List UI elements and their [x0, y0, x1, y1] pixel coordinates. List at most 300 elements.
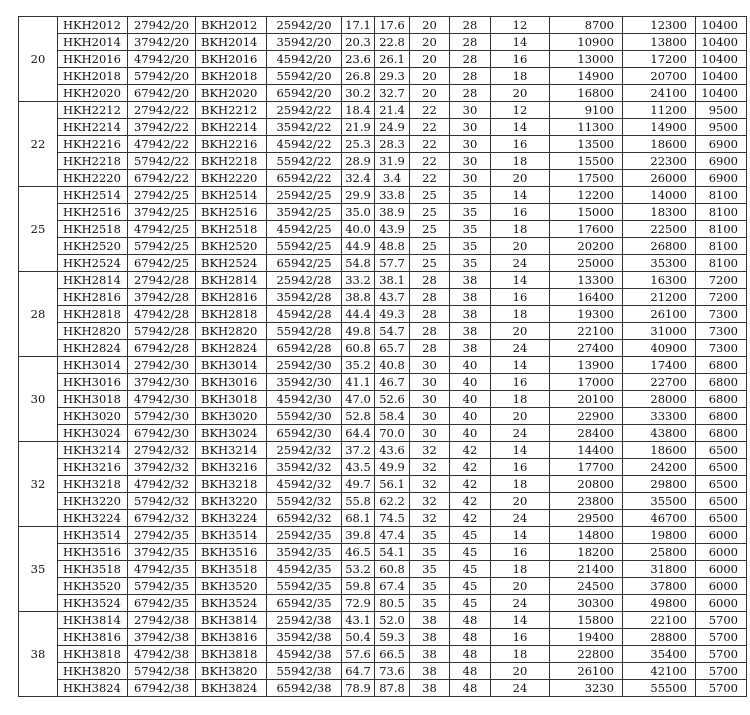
speed-cell: 6900: [696, 136, 747, 153]
weight-b-cell: 24.9: [375, 119, 410, 136]
bearing-a-cell: 57942/22: [128, 153, 196, 170]
load-c-cell: 16800: [550, 85, 623, 102]
bearing-b-cell: 25942/32: [267, 442, 342, 459]
dim-d2-cell: 48: [450, 680, 491, 697]
load-c-cell: 24500: [550, 578, 623, 595]
load-c0-cell: 29800: [623, 476, 696, 493]
bkh-model-cell: BKH2816: [196, 289, 267, 306]
bkh-model-cell: BKH2818: [196, 306, 267, 323]
load-c0-cell: 33300: [623, 408, 696, 425]
bearing-a-cell: 67942/28: [128, 340, 196, 357]
length-cell: 12: [491, 102, 550, 119]
dim-d2-cell: 40: [450, 374, 491, 391]
load-c0-cell: 18600: [623, 136, 696, 153]
speed-cell: 10400: [696, 51, 747, 68]
weight-a-cell: 33.2: [342, 272, 375, 289]
weight-b-cell: 62.2: [375, 493, 410, 510]
speed-cell: 6000: [696, 544, 747, 561]
hkh-model-cell: HKH2824: [58, 340, 128, 357]
load-c-cell: 19400: [550, 629, 623, 646]
speed-cell: 6500: [696, 493, 747, 510]
weight-b-cell: 49.3: [375, 306, 410, 323]
dim-d2-cell: 40: [450, 408, 491, 425]
load-c-cell: 17700: [550, 459, 623, 476]
bearing-b-cell: 35942/25: [267, 204, 342, 221]
bearing-a-cell: 67942/32: [128, 510, 196, 527]
bearing-a-cell: 57942/30: [128, 408, 196, 425]
dim-d2-cell: 48: [450, 629, 491, 646]
bkh-model-cell: BKH2214: [196, 119, 267, 136]
speed-cell: 6900: [696, 170, 747, 187]
table-row: [19, 119, 747, 136]
weight-a-cell: 25.3: [342, 136, 375, 153]
bearing-b-cell: 55942/28: [267, 323, 342, 340]
bearing-b-cell: 65942/30: [267, 425, 342, 442]
speed-cell: 7200: [696, 272, 747, 289]
bearing-b-cell: 45942/28: [267, 306, 342, 323]
load-c-cell: 13300: [550, 272, 623, 289]
load-c-cell: 15800: [550, 612, 623, 629]
bearing-b-cell: 25942/20: [267, 17, 342, 34]
bearing-b-cell: 25942/30: [267, 357, 342, 374]
hkh-model-cell: HKH3220: [58, 493, 128, 510]
dim-d2-cell: 48: [450, 663, 491, 680]
bkh-model-cell: BKH3020: [196, 408, 267, 425]
bearing-a-cell: 47942/22: [128, 136, 196, 153]
length-cell: 14: [491, 34, 550, 51]
weight-b-cell: 48.8: [375, 238, 410, 255]
length-cell: 20: [491, 408, 550, 425]
weight-a-cell: 64.4: [342, 425, 375, 442]
bkh-model-cell: BKH3816: [196, 629, 267, 646]
weight-b-cell: 49.9: [375, 459, 410, 476]
weight-a-cell: 30.2: [342, 85, 375, 102]
bearing-a-cell: 27942/32: [128, 442, 196, 459]
speed-cell: 8100: [696, 221, 747, 238]
bkh-model-cell: BKH2520: [196, 238, 267, 255]
hkh-model-cell: HKH3814: [58, 612, 128, 629]
bkh-model-cell: BKH3218: [196, 476, 267, 493]
table-row: [19, 204, 747, 221]
weight-a-cell: 29.9: [342, 187, 375, 204]
dim-d-cell: 28: [410, 340, 450, 357]
bearing-b-cell: 35942/38: [267, 629, 342, 646]
speed-cell: 7300: [696, 323, 747, 340]
bearing-a-cell: 37942/28: [128, 289, 196, 306]
bkh-model-cell: BKH2020: [196, 85, 267, 102]
load-c-cell: 14900: [550, 68, 623, 85]
group-label-cell: 38: [19, 612, 58, 697]
bearing-b-cell: 45942/38: [267, 646, 342, 663]
load-c-cell: 12200: [550, 187, 623, 204]
bearing-b-cell: 25942/38: [267, 612, 342, 629]
weight-a-cell: 20.3: [342, 34, 375, 51]
load-c-cell: 27400: [550, 340, 623, 357]
load-c0-cell: 13800: [623, 34, 696, 51]
dim-d-cell: 22: [410, 136, 450, 153]
load-c0-cell: 24100: [623, 85, 696, 102]
hkh-model-cell: HKH2220: [58, 170, 128, 187]
length-cell: 14: [491, 357, 550, 374]
weight-b-cell: 43.9: [375, 221, 410, 238]
weight-a-cell: 55.8: [342, 493, 375, 510]
load-c-cell: 16400: [550, 289, 623, 306]
length-cell: 24: [491, 595, 550, 612]
bearing-a-cell: 67942/22: [128, 170, 196, 187]
dim-d-cell: 30: [410, 391, 450, 408]
dim-d2-cell: 45: [450, 595, 491, 612]
dim-d2-cell: 42: [450, 442, 491, 459]
bearing-b-cell: 35942/22: [267, 119, 342, 136]
table-row: [19, 34, 747, 51]
dim-d-cell: 22: [410, 170, 450, 187]
speed-cell: 6900: [696, 153, 747, 170]
load-c-cell: 14400: [550, 442, 623, 459]
length-cell: 14: [491, 272, 550, 289]
dim-d2-cell: 38: [450, 323, 491, 340]
bearing-b-cell: 65942/28: [267, 340, 342, 357]
weight-b-cell: 43.6: [375, 442, 410, 459]
table-row: [19, 170, 747, 187]
hkh-model-cell: HKH3014: [58, 357, 128, 374]
table-row: [19, 663, 747, 680]
load-c0-cell: 31000: [623, 323, 696, 340]
bearing-b-cell: 55942/20: [267, 68, 342, 85]
bearing-b-cell: 25942/28: [267, 272, 342, 289]
load-c0-cell: 17200: [623, 51, 696, 68]
load-c0-cell: 22700: [623, 374, 696, 391]
weight-b-cell: 28.3: [375, 136, 410, 153]
table-row: [19, 408, 747, 425]
weight-a-cell: 68.1: [342, 510, 375, 527]
speed-cell: 9500: [696, 102, 747, 119]
speed-cell: 10400: [696, 85, 747, 102]
table-body: [19, 17, 747, 697]
weight-a-cell: 52.8: [342, 408, 375, 425]
bkh-model-cell: BKH3818: [196, 646, 267, 663]
weight-b-cell: 54.1: [375, 544, 410, 561]
bearing-a-cell: 37942/25: [128, 204, 196, 221]
load-c-cell: 19300: [550, 306, 623, 323]
load-c0-cell: 35400: [623, 646, 696, 663]
table-row: [19, 85, 747, 102]
dim-d2-cell: 28: [450, 17, 491, 34]
weight-a-cell: 49.8: [342, 323, 375, 340]
speed-cell: 6000: [696, 578, 747, 595]
dim-d-cell: 35: [410, 561, 450, 578]
load-c-cell: 13000: [550, 51, 623, 68]
bearing-a-cell: 57942/20: [128, 68, 196, 85]
dim-d2-cell: 35: [450, 221, 491, 238]
speed-cell: 7300: [696, 306, 747, 323]
weight-b-cell: 22.8: [375, 34, 410, 51]
table-row: [19, 187, 747, 204]
weight-a-cell: 64.7: [342, 663, 375, 680]
load-c-cell: 17500: [550, 170, 623, 187]
dim-d2-cell: 45: [450, 527, 491, 544]
bearing-a-cell: 37942/30: [128, 374, 196, 391]
hkh-model-cell: HKH3016: [58, 374, 128, 391]
weight-b-cell: 52.0: [375, 612, 410, 629]
table-row: [19, 238, 747, 255]
hkh-model-cell: HKH2516: [58, 204, 128, 221]
dim-d2-cell: 35: [450, 204, 491, 221]
table-row: [19, 323, 747, 340]
table-row: [19, 391, 747, 408]
table-row: [19, 136, 747, 153]
dim-d-cell: 28: [410, 289, 450, 306]
bearing-a-cell: 27942/35: [128, 527, 196, 544]
group-label-cell: 20: [19, 17, 58, 102]
length-cell: 18: [491, 221, 550, 238]
table-row: [19, 289, 747, 306]
bearing-b-cell: 55942/30: [267, 408, 342, 425]
speed-cell: 6800: [696, 408, 747, 425]
bearing-a-cell: 47942/32: [128, 476, 196, 493]
hkh-model-cell: HKH3524: [58, 595, 128, 612]
table-row: [19, 102, 747, 119]
dim-d-cell: 22: [410, 102, 450, 119]
dim-d-cell: 32: [410, 510, 450, 527]
bkh-model-cell: BKH2824: [196, 340, 267, 357]
load-c0-cell: 22500: [623, 221, 696, 238]
weight-a-cell: 72.9: [342, 595, 375, 612]
dim-d2-cell: 40: [450, 425, 491, 442]
group-label-cell: 35: [19, 527, 58, 612]
length-cell: 14: [491, 612, 550, 629]
load-c0-cell: 21200: [623, 289, 696, 306]
dim-d2-cell: 45: [450, 544, 491, 561]
hkh-model-cell: HKH2524: [58, 255, 128, 272]
bearing-a-cell: 67942/30: [128, 425, 196, 442]
load-c-cell: 17000: [550, 374, 623, 391]
bearing-a-cell: 57942/38: [128, 663, 196, 680]
weight-a-cell: 43.5: [342, 459, 375, 476]
load-c0-cell: 43800: [623, 425, 696, 442]
bkh-model-cell: BKH3220: [196, 493, 267, 510]
dim-d-cell: 28: [410, 306, 450, 323]
table-row: [19, 459, 747, 476]
length-cell: 18: [491, 646, 550, 663]
speed-cell: 9500: [696, 119, 747, 136]
weight-a-cell: 41.1: [342, 374, 375, 391]
speed-cell: 6800: [696, 357, 747, 374]
load-c0-cell: 12300: [623, 17, 696, 34]
speed-cell: 8100: [696, 187, 747, 204]
weight-a-cell: 21.9: [342, 119, 375, 136]
hkh-model-cell: HKH2014: [58, 34, 128, 51]
dim-d2-cell: 35: [450, 238, 491, 255]
weight-b-cell: 31.9: [375, 153, 410, 170]
length-cell: 20: [491, 238, 550, 255]
hkh-model-cell: HKH2820: [58, 323, 128, 340]
bkh-model-cell: BKH2216: [196, 136, 267, 153]
dim-d-cell: 38: [410, 680, 450, 697]
weight-a-cell: 78.9: [342, 680, 375, 697]
length-cell: 14: [491, 119, 550, 136]
dim-d2-cell: 48: [450, 612, 491, 629]
dim-d2-cell: 42: [450, 459, 491, 476]
dim-d-cell: 25: [410, 187, 450, 204]
table-row: [19, 340, 747, 357]
dim-d2-cell: 38: [450, 340, 491, 357]
hkh-model-cell: HKH3020: [58, 408, 128, 425]
bearing-b-cell: 65942/32: [267, 510, 342, 527]
dim-d-cell: 35: [410, 527, 450, 544]
dim-d-cell: 20: [410, 17, 450, 34]
bearing-a-cell: 27942/22: [128, 102, 196, 119]
hkh-model-cell: HKH2518: [58, 221, 128, 238]
weight-a-cell: 50.4: [342, 629, 375, 646]
dim-d-cell: 35: [410, 578, 450, 595]
hkh-model-cell: HKH2520: [58, 238, 128, 255]
weight-b-cell: 32.7: [375, 85, 410, 102]
length-cell: 20: [491, 170, 550, 187]
load-c-cell: 8700: [550, 17, 623, 34]
length-cell: 24: [491, 680, 550, 697]
dim-d-cell: 28: [410, 272, 450, 289]
bearing-a-cell: 67942/38: [128, 680, 196, 697]
dim-d-cell: 38: [410, 629, 450, 646]
length-cell: 24: [491, 510, 550, 527]
dim-d-cell: 30: [410, 357, 450, 374]
group-label-cell: 25: [19, 187, 58, 272]
dim-d-cell: 32: [410, 476, 450, 493]
load-c0-cell: 40900: [623, 340, 696, 357]
speed-cell: 6800: [696, 391, 747, 408]
speed-cell: 5700: [696, 612, 747, 629]
bearing-a-cell: 47942/28: [128, 306, 196, 323]
table-row: [19, 527, 747, 544]
load-c-cell: 23800: [550, 493, 623, 510]
load-c0-cell: 31800: [623, 561, 696, 578]
hkh-model-cell: HKH2214: [58, 119, 128, 136]
table-row: [19, 510, 747, 527]
bkh-model-cell: BKH3224: [196, 510, 267, 527]
weight-a-cell: 26.8: [342, 68, 375, 85]
hkh-model-cell: HKH2016: [58, 51, 128, 68]
weight-a-cell: 57.6: [342, 646, 375, 663]
load-c-cell: 20800: [550, 476, 623, 493]
speed-cell: 6500: [696, 476, 747, 493]
load-c-cell: 22900: [550, 408, 623, 425]
bearing-b-cell: 55942/25: [267, 238, 342, 255]
dim-d2-cell: 48: [450, 646, 491, 663]
length-cell: 20: [491, 578, 550, 595]
hkh-model-cell: HKH2212: [58, 102, 128, 119]
load-c0-cell: 20700: [623, 68, 696, 85]
bkh-model-cell: BKH3820: [196, 663, 267, 680]
dim-d-cell: 35: [410, 595, 450, 612]
dim-d2-cell: 28: [450, 34, 491, 51]
length-cell: 18: [491, 476, 550, 493]
speed-cell: 7300: [696, 340, 747, 357]
weight-a-cell: 46.5: [342, 544, 375, 561]
bkh-model-cell: BKH2514: [196, 187, 267, 204]
dim-d-cell: 25: [410, 204, 450, 221]
dim-d-cell: 30: [410, 408, 450, 425]
hkh-model-cell: HKH3514: [58, 527, 128, 544]
weight-b-cell: 46.7: [375, 374, 410, 391]
weight-b-cell: 80.5: [375, 595, 410, 612]
bkh-model-cell: BKH2516: [196, 204, 267, 221]
dim-d2-cell: 42: [450, 493, 491, 510]
weight-b-cell: 29.3: [375, 68, 410, 85]
weight-b-cell: 33.8: [375, 187, 410, 204]
load-c0-cell: 24200: [623, 459, 696, 476]
load-c0-cell: 49800: [623, 595, 696, 612]
bearing-b-cell: 45942/32: [267, 476, 342, 493]
weight-a-cell: 44.9: [342, 238, 375, 255]
bearing-b-cell: 35942/32: [267, 459, 342, 476]
load-c0-cell: 35300: [623, 255, 696, 272]
bkh-model-cell: BKH3518: [196, 561, 267, 578]
load-c-cell: 18200: [550, 544, 623, 561]
weight-a-cell: 43.1: [342, 612, 375, 629]
table-row: [19, 612, 747, 629]
bearing-a-cell: 47942/30: [128, 391, 196, 408]
dim-d2-cell: 28: [450, 51, 491, 68]
length-cell: 16: [491, 136, 550, 153]
bkh-model-cell: BKH3214: [196, 442, 267, 459]
load-c-cell: 22100: [550, 323, 623, 340]
bearing-spec-table: [18, 16, 747, 697]
speed-cell: 10400: [696, 34, 747, 51]
bkh-model-cell: BKH3016: [196, 374, 267, 391]
weight-b-cell: 58.4: [375, 408, 410, 425]
table-row: [19, 255, 747, 272]
weight-a-cell: 37.2: [342, 442, 375, 459]
speed-cell: 6800: [696, 374, 747, 391]
speed-cell: 6800: [696, 425, 747, 442]
weight-a-cell: 23.6: [342, 51, 375, 68]
hkh-model-cell: HKH2814: [58, 272, 128, 289]
weight-b-cell: 65.7: [375, 340, 410, 357]
length-cell: 18: [491, 391, 550, 408]
bearing-b-cell: 65942/35: [267, 595, 342, 612]
dim-d-cell: 20: [410, 68, 450, 85]
hkh-model-cell: HKH2816: [58, 289, 128, 306]
bearing-a-cell: 37942/22: [128, 119, 196, 136]
length-cell: 20: [491, 663, 550, 680]
load-c0-cell: 22100: [623, 612, 696, 629]
load-c-cell: 26100: [550, 663, 623, 680]
load-c0-cell: 46700: [623, 510, 696, 527]
table-row: [19, 680, 747, 697]
bearing-b-cell: 25942/25: [267, 187, 342, 204]
bearing-b-cell: 45942/20: [267, 51, 342, 68]
table-row: [19, 544, 747, 561]
hkh-model-cell: HKH3018: [58, 391, 128, 408]
bearing-a-cell: 57942/25: [128, 238, 196, 255]
bearing-a-cell: 37942/32: [128, 459, 196, 476]
speed-cell: 6000: [696, 527, 747, 544]
load-c-cell: 28400: [550, 425, 623, 442]
hkh-model-cell: HKH2218: [58, 153, 128, 170]
load-c0-cell: 26100: [623, 306, 696, 323]
load-c-cell: 17600: [550, 221, 623, 238]
load-c-cell: 15500: [550, 153, 623, 170]
hkh-model-cell: HKH3816: [58, 629, 128, 646]
dim-d2-cell: 42: [450, 476, 491, 493]
length-cell: 18: [491, 153, 550, 170]
dim-d-cell: 32: [410, 442, 450, 459]
weight-a-cell: 60.8: [342, 340, 375, 357]
speed-cell: 10400: [696, 17, 747, 34]
bkh-model-cell: BKH3520: [196, 578, 267, 595]
bkh-model-cell: BKH3024: [196, 425, 267, 442]
hkh-model-cell: HKH3820: [58, 663, 128, 680]
